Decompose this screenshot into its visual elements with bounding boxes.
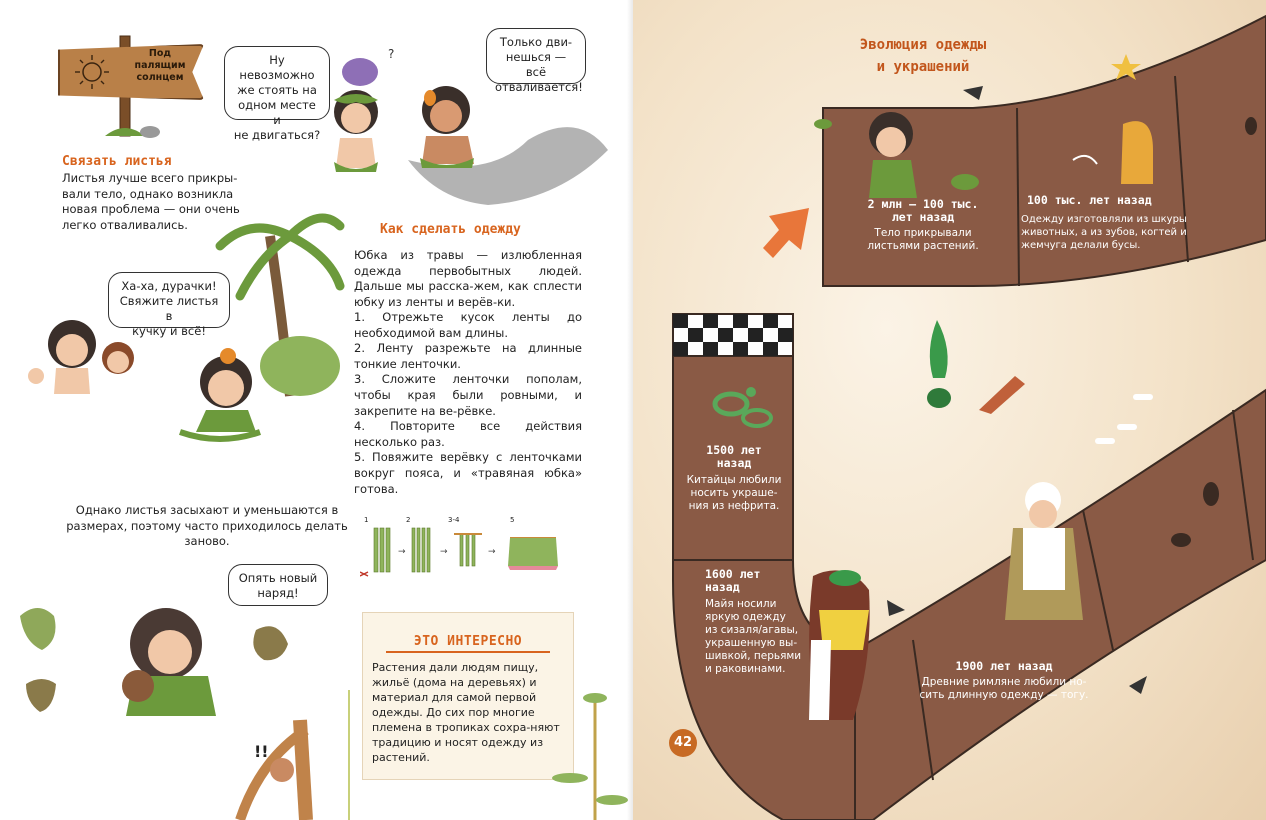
steps-drawing <box>360 524 560 580</box>
tile-3-body: Китайцы любили носить украше- ния из нефрита. <box>686 474 782 512</box>
step-label-1: 1 <box>364 516 369 524</box>
acacia-tree-illustration <box>540 688 630 820</box>
exclamation-mark: !! <box>254 742 269 761</box>
signpost-label: Под палящим солнцем <box>134 48 186 83</box>
step-label-4: 5 <box>510 516 515 524</box>
tile-4-title: 1600 лет назад <box>705 567 761 594</box>
svg-text:→: → <box>488 547 496 557</box>
steps-illustration <box>360 516 560 576</box>
tile-5-title: 1900 лет назад <box>955 659 1053 673</box>
make-clothes-step-3: 3. Сложите ленточки пополам, чтобы края были ровными, и закрепите на ве-рёвке. <box>354 372 582 418</box>
speech-bubble-1 <box>224 46 330 142</box>
tile-1-title: 2 млн – 100 тыс. лет назад <box>867 197 979 224</box>
evolution-title: Эволюция одежды и украшений <box>859 37 987 75</box>
page-number: 42 <box>669 729 697 757</box>
interesting-title: ЭТО ИНТЕРЕСНО <box>413 634 523 649</box>
tile-2 <box>1021 194 1189 252</box>
make-clothes-title: Как сделать одежду <box>380 222 521 237</box>
cavemen-bottom-illustration <box>20 590 350 820</box>
tie-leaves-body: Листья лучше всего прикры- вали тело, однако возникла новая проблема — они очень легко отваливались. <box>62 171 240 232</box>
make-clothes-steps <box>354 310 582 497</box>
tile-5 <box>909 660 1099 702</box>
make-clothes-step-1: 1. Отрежьте кусок ленты до необходимой вам длины. <box>354 310 582 340</box>
make-clothes-step-5: 5. Повяжите верёвку с ленточками вокруг пояса, и «травяная юбка» готова. <box>354 450 582 496</box>
speech-bubble-4-text: Опять новый наряд! <box>238 571 318 600</box>
tile-2-title: 100 тыс. лет назад <box>1027 193 1152 207</box>
tile-1-body: Тело прикрывали листьями растений. <box>867 227 979 252</box>
interesting-underline <box>386 651 550 653</box>
tile-3 <box>675 444 793 513</box>
tile-3-title: 1500 лет назад <box>706 443 762 470</box>
svg-text:→: → <box>398 547 406 557</box>
tile-1 <box>843 198 1003 253</box>
speech-bubble-3-text: Ха-ха, дурачки! Свяжите листья в кучку и всё! <box>119 279 219 338</box>
tile-4-body: Майя носили яркую одежду из сизаля/агавы, украшенную вы- шивкой, перьями и раковинами. <box>705 598 802 675</box>
cavemen-palm-illustration <box>20 196 350 456</box>
speech-bubble-1-text: Ну невозможно же стоять на одном месте и не двигаться? <box>233 53 321 142</box>
make-clothes-intro: Юбка из травы — излюбленная одежда первобытных людей. Дальше мы расска-жем, как сплести юбку из ленты и верёв-ки. <box>354 248 582 309</box>
tile-5-body: Древние римляне любили но- сить длинную одежду — тогу. <box>919 676 1089 701</box>
tie-leaves-title: Связать листья <box>62 154 172 169</box>
svg-text:→: → <box>440 547 448 557</box>
step-label-3: 3-4 <box>448 516 460 524</box>
tile-4 <box>705 568 809 676</box>
make-clothes-step-2: 2. Ленту разрежьте на длинные тонкие ленточки. <box>354 341 582 371</box>
step-label-2: 2 <box>406 516 411 524</box>
tile-2-body: Одежду изготовляли из шкуры животных, а из зубов, когтей и жемчуга делали бусы. <box>1021 214 1187 251</box>
make-clothes-step-4: 4. Повторите все действия несколько раз. <box>354 419 582 449</box>
interesting-body: Растения дали людям пищу, жильё (дома на деревьях) и материал для самой первой одежды. До сих пор многие племена в тропиках сохра-няют традицию и носят одежду из растений. <box>372 661 560 764</box>
sun-icon <box>72 52 112 92</box>
right-page <box>633 0 1266 820</box>
dry-leaves-paragraph: Однако листья засыхают и уменьшаются в размерах, поэтому часто приходилось делать заново. <box>66 503 348 549</box>
speech-bubble-2-text: Только дви- нешься — всё отваливается! <box>495 35 583 94</box>
cavemen-top-illustration <box>318 40 618 210</box>
svg-text:?: ? <box>388 47 395 61</box>
